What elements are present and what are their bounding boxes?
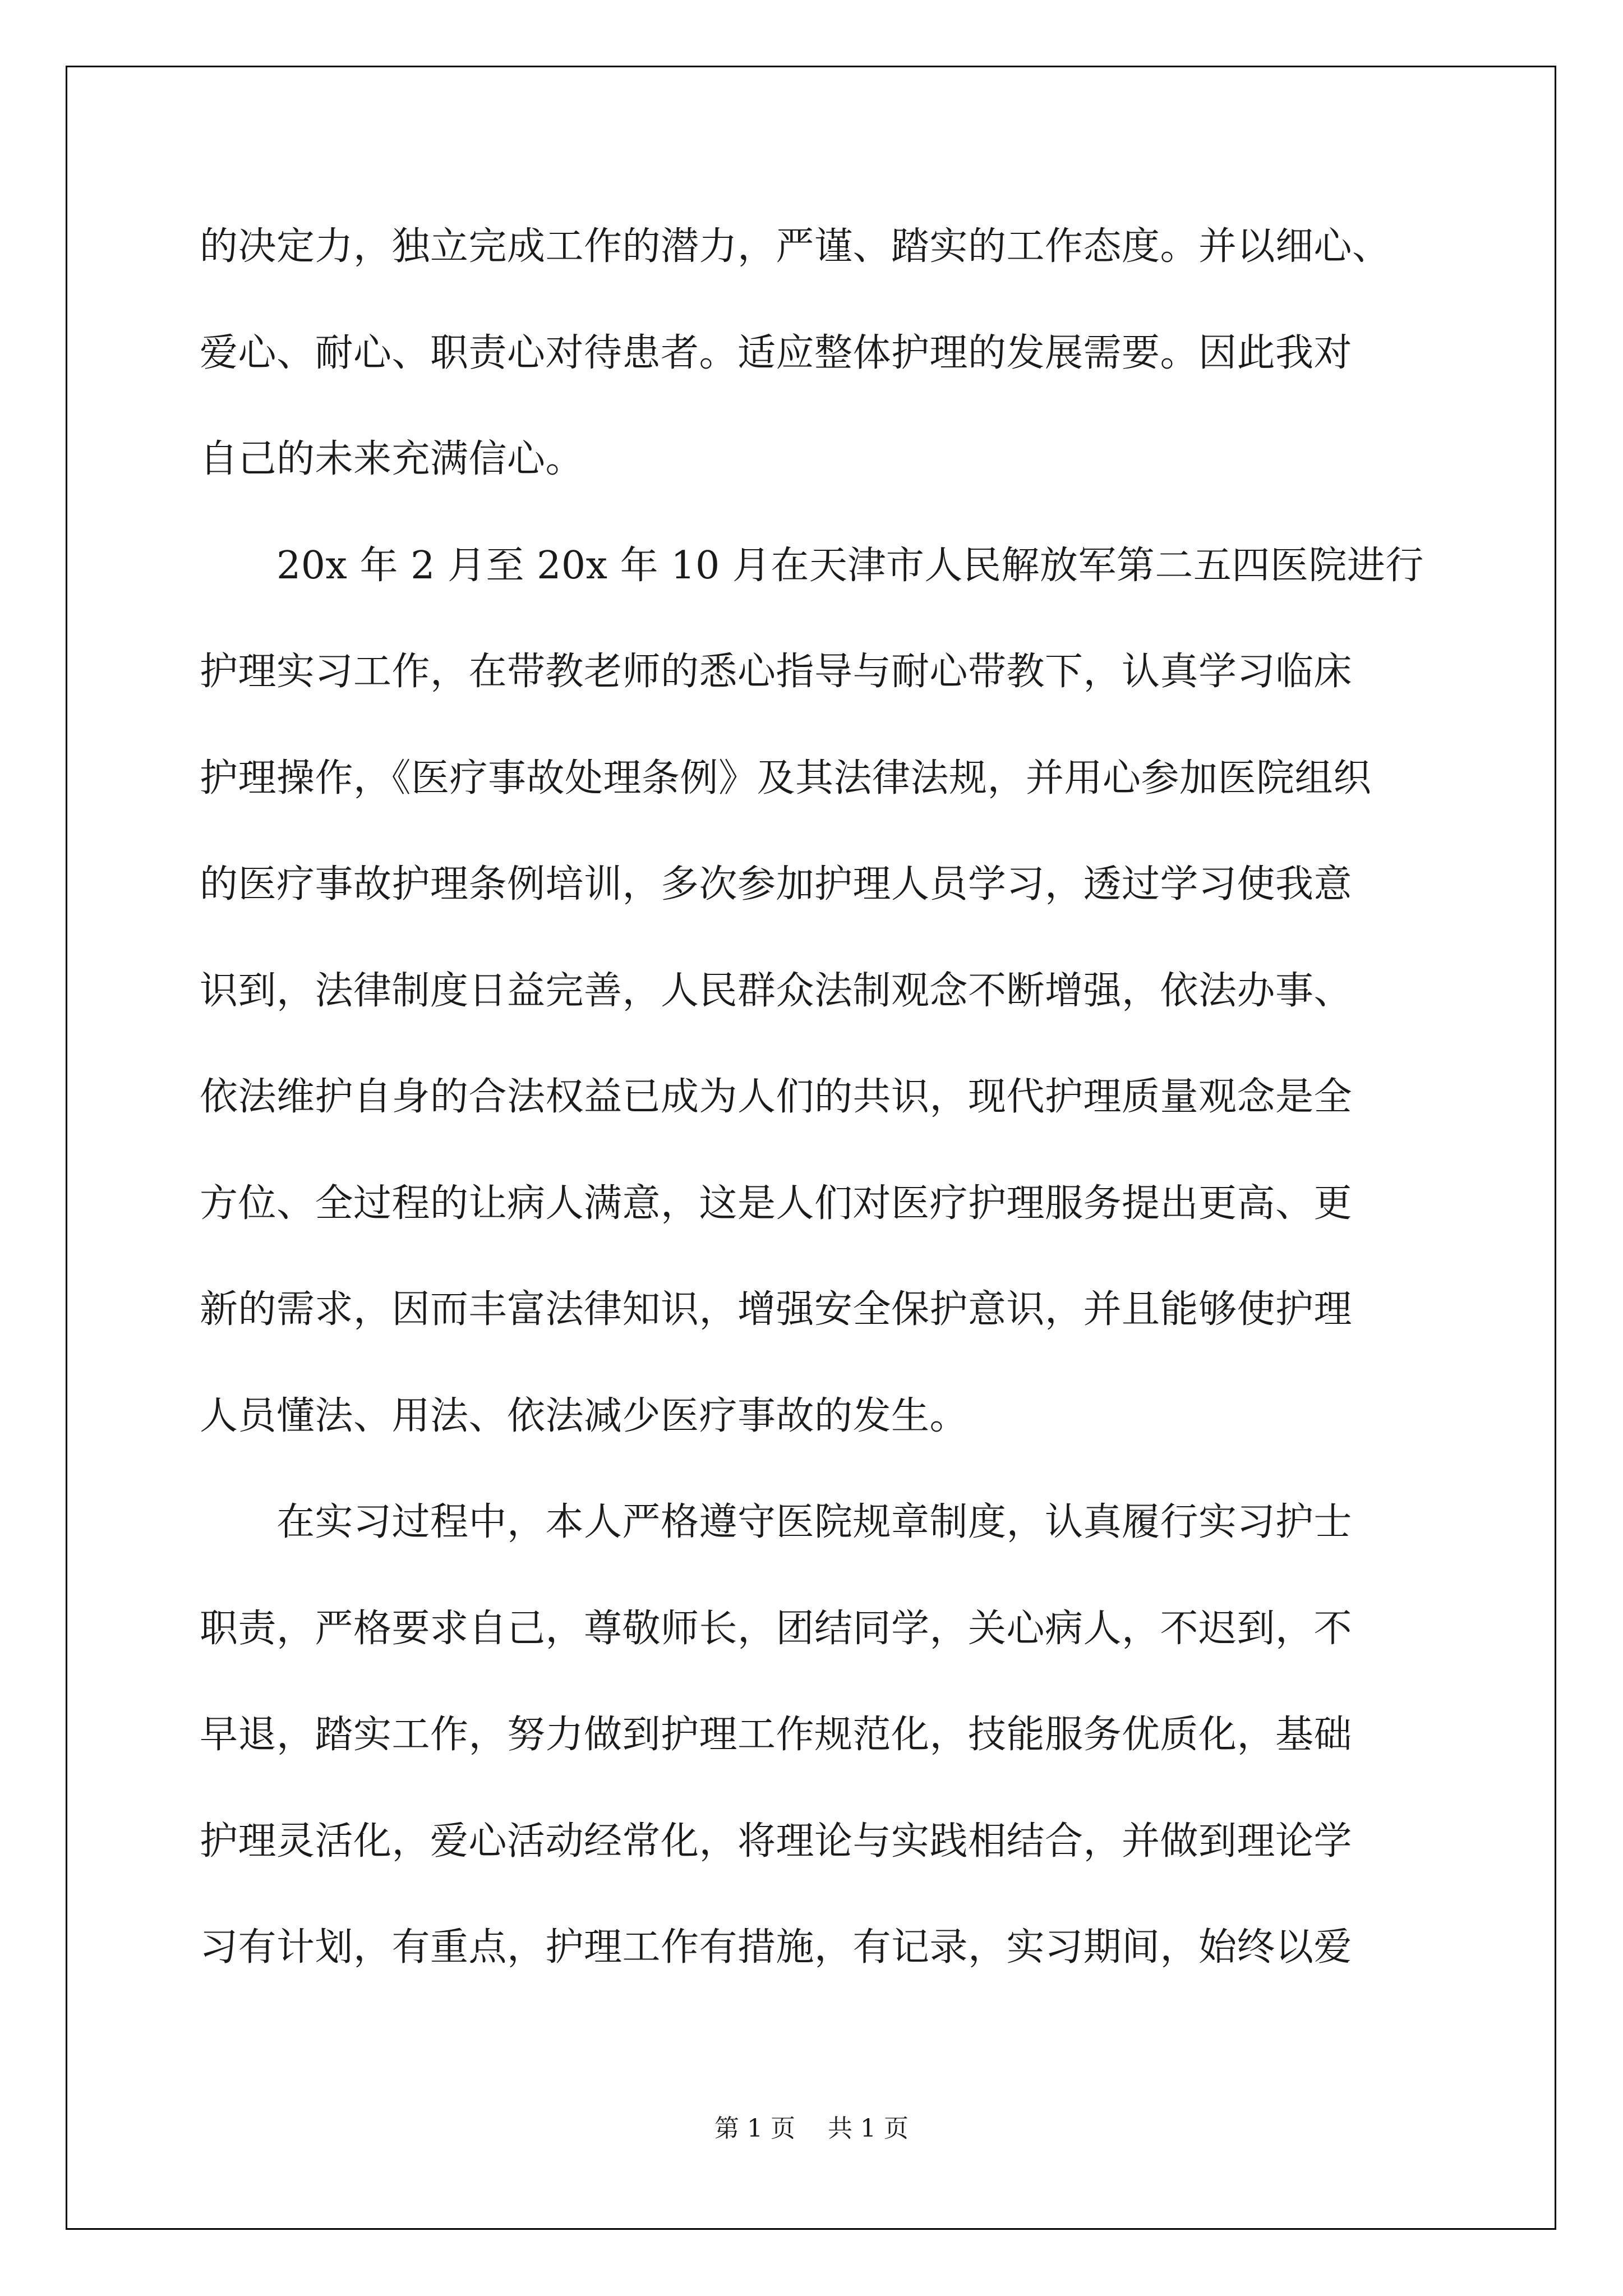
text-line: 习有计划，有重点，护理工作有措施，有记录，实习期间，始终以爱 <box>200 1925 1353 1970</box>
text-line: 的医疗事故护理条例培训，多次参加护理人员学习，透过学习使我意 <box>200 862 1353 907</box>
text-line: 方位、全过程的让病人满意，这是人们对医疗护理服务提出更高、更 <box>200 1181 1353 1226</box>
text-line: 护理实习工作，在带教老师的悉心指导与耐心带教下，认真学习临床 <box>200 650 1353 694</box>
text-line: 新的需求，因而丰富法律知识，增强安全保护意识，并且能够使护理 <box>200 1287 1353 1332</box>
text-line: 自己的未来充满信心。 <box>200 437 584 481</box>
text-line: 爱心、耐心、职责心对待患者。适应整体护理的发展需要。因此我对 <box>200 330 1353 375</box>
text-line: 人员懂法、用法、依法减少医疗事故的发生。 <box>200 1393 969 1438</box>
text-line: 20x 年 2 月至 20x 年 10 月在天津市人民解放军第二五四医院进行 <box>200 543 1424 588</box>
text-line: 早退，踏实工作，努力做到护理工作规范化，技能服务优质化，基础 <box>200 1713 1353 1757</box>
text-line: 在实习过程中，本人严格遵守医院规章制度，认真履行实习护士 <box>200 1500 1353 1544</box>
text-line: 的决定力，独立完成工作的潜力，严谨、踏实的工作态度。并以细心、 <box>200 224 1391 269</box>
page-footer: 第 1 页 共 1 页 <box>714 2114 909 2143</box>
text-line: 依法维护自身的合法权益已成为人们的共识，现代护理质量观念是全 <box>200 1075 1353 1119</box>
document-body <box>200 194 1422 2001</box>
text-line: 识到，法律制度日益完善，人民群众法制观念不断增强，依法办事、 <box>200 968 1353 1013</box>
text-line: 职责，严格要求自己，尊敬师长，团结同学，关心病人，不迟到，不 <box>200 1606 1353 1651</box>
text-line: 护理操作，《医疗事故处理条例》及其法律法规，并用心参加医院组织 <box>200 756 1372 800</box>
text-line: 护理灵活化，爱心活动经常化，将理论与实践相结合，并做到理论学 <box>200 1819 1353 1864</box>
